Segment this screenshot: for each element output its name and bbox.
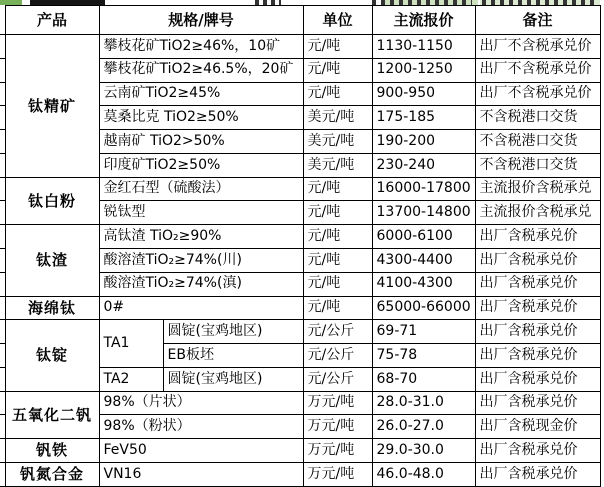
product-cell: 五氧化二钒 [5, 391, 99, 439]
unit-cell: 元/吨 [303, 248, 372, 272]
note-cell: 主流报价含税承兑 [475, 177, 600, 201]
unit-cell: 元/吨 [303, 58, 372, 82]
unit-cell: 元/公斤 [303, 344, 372, 368]
cropped-left-cell [0, 58, 5, 82]
unit-cell: 元/吨 [303, 272, 372, 296]
note-cell: 出厂含税承兑价 [475, 463, 600, 487]
cropped-left-cell [0, 272, 5, 296]
spec-cell: 金红石型（硫酸法） [99, 177, 303, 201]
price-cell: 1200-1250 [372, 58, 475, 82]
product-cell: 钒氮合金 [5, 463, 99, 487]
unit-cell: 万元/吨 [303, 391, 372, 415]
price-cell: 75-78 [372, 344, 475, 368]
note-cell: 出厂含税承兑价 [475, 344, 600, 368]
unit-cell: 元/公斤 [303, 320, 372, 344]
price-cell: 4300-4400 [372, 248, 475, 272]
table-row [0, 34, 600, 58]
unit-cell: 元/吨 [303, 296, 372, 320]
table-row [0, 439, 600, 463]
price-cell: 13700-14800 [372, 201, 475, 225]
unit-cell: 美元/吨 [303, 153, 372, 177]
price-cell: 28.0-31.0 [372, 391, 475, 415]
spec-cell: 98%（片状） [99, 391, 303, 415]
price-cell: 26.0-27.0 [372, 415, 475, 439]
unit-cell: 元/吨 [303, 34, 372, 58]
spec-cell: 0# [99, 296, 303, 320]
spec-cell: 攀枝花矿TiO2≥46.5%，20矿 [99, 58, 303, 82]
col-header-unit: 单位 [303, 6, 372, 35]
spec-cell: EB板坯 [163, 344, 303, 368]
note-cell: 出厂含税现金价 [475, 415, 600, 439]
header-row [0, 6, 600, 35]
cropped-left-cell [0, 367, 5, 391]
note-cell: 出厂含税承兑价 [475, 439, 600, 463]
price-cell: 69-71 [372, 320, 475, 344]
note-cell: 出厂含税承兑价 [475, 320, 600, 344]
unit-cell: 万元/吨 [303, 415, 372, 439]
price-cell: 29.0-30.0 [372, 439, 475, 463]
note-cell: 出厂不含税承兑价 [475, 82, 600, 106]
price-cell: 190-200 [372, 130, 475, 154]
note-cell: 主流报价含税承兑 [475, 201, 600, 225]
note-cell: 出厂不含税承兑价 [475, 34, 600, 58]
table-row [0, 320, 600, 344]
cropped-left-cell [0, 130, 5, 154]
unit-cell: 万元/吨 [303, 463, 372, 487]
spec-cell: 圆锭(宝鸡地区) [163, 320, 303, 344]
spec-cell: VN16 [99, 463, 303, 487]
unit-cell: 元/公斤 [303, 367, 372, 391]
note-cell: 出厂含税承兑价 [475, 248, 600, 272]
unit-cell: 美元/吨 [303, 130, 372, 154]
price-cell: 65000-66000 [372, 296, 475, 320]
unit-cell: 元/吨 [303, 201, 372, 225]
table-row [0, 296, 600, 320]
unit-cell: 元/吨 [303, 177, 372, 201]
price-cell: 68-70 [372, 367, 475, 391]
cropped-left-cell [0, 415, 5, 439]
unit-cell: 万元/吨 [303, 439, 372, 463]
price-cell: 46.0-48.0 [372, 463, 475, 487]
note-cell: 出厂含税承兑价 [475, 391, 600, 415]
spec-cell: 圆锭(宝鸡地区) [163, 367, 303, 391]
note-cell: 不含税港口交货 [475, 130, 600, 154]
unit-cell: 元/吨 [303, 225, 372, 249]
spec-cell: 酸溶渣TiO₂≥74%(川) [99, 248, 303, 272]
price-cell: 175-185 [372, 106, 475, 130]
note-cell: 出厂含税承兑价 [475, 367, 600, 391]
spec-cell: 印度矿TiO2≥50% [99, 153, 303, 177]
spec-cell: 云南矿TiO2≥45% [99, 82, 303, 106]
spec-cell: 越南矿 TiO2>50% [99, 130, 303, 154]
price-cell: 16000-17800 [372, 177, 475, 201]
price-cell: 230-240 [372, 153, 475, 177]
product-cell: 钒铁 [5, 439, 99, 463]
unit-cell: 元/吨 [303, 82, 372, 106]
col-header-note: 备注 [475, 6, 600, 35]
note-cell: 出厂含税承兑价 [475, 272, 600, 296]
table-row [0, 225, 600, 249]
col-header-product: 产品 [5, 6, 99, 35]
spec-cell: 98%（粉状） [99, 415, 303, 439]
note-cell: 不含税港口交货 [475, 106, 600, 130]
note-cell: 出厂不含税承兑价 [475, 58, 600, 82]
unit-cell: 美元/吨 [303, 106, 372, 130]
product-cell: 钛精矿 [5, 34, 99, 177]
note-cell: 出厂含税承兑价 [475, 296, 600, 320]
spec-cell: 锐钛型 [99, 201, 303, 225]
price-cell: 1130-1150 [372, 34, 475, 58]
product-cell: 海绵钛 [5, 296, 99, 320]
cropped-left-cell [0, 106, 5, 130]
note-cell: 不含税港口交货 [475, 153, 600, 177]
product-cell: 钛渣 [5, 225, 99, 296]
price-cell: 6000-6100 [372, 225, 475, 249]
product-cell: 钛白粉 [5, 177, 99, 225]
grade-cell: TA1 [99, 320, 163, 368]
price-cell: 900-950 [372, 82, 475, 106]
grade-cell: TA2 [99, 367, 163, 391]
price-cell: 4100-4300 [372, 272, 475, 296]
spec-cell: 攀枝花矿TiO2≥46%，10矿 [99, 34, 303, 58]
commodity-price-table [0, 5, 601, 487]
spec-cell: 高钛渣 TiO₂≥90% [99, 225, 303, 249]
col-header-spec: 规格/牌号 [99, 6, 303, 35]
cropped-left-cell [0, 248, 5, 272]
note-cell: 出厂含税承兑价 [475, 225, 600, 249]
cropped-left-cell [0, 153, 5, 177]
table-row [0, 177, 600, 201]
cropped-left-cell [0, 344, 5, 368]
col-header-price: 主流报价 [372, 6, 475, 35]
spec-cell: 酸溶渣TiO₂≥74%(滇) [99, 272, 303, 296]
spec-cell: FeV50 [99, 439, 303, 463]
table-row [0, 391, 600, 415]
cropped-left-cell [0, 201, 5, 225]
product-cell: 钛锭 [5, 320, 99, 391]
spec-cell: 莫桑比克 TiO2≥50% [99, 106, 303, 130]
table-row [0, 463, 600, 487]
cropped-left-cell [0, 82, 5, 106]
